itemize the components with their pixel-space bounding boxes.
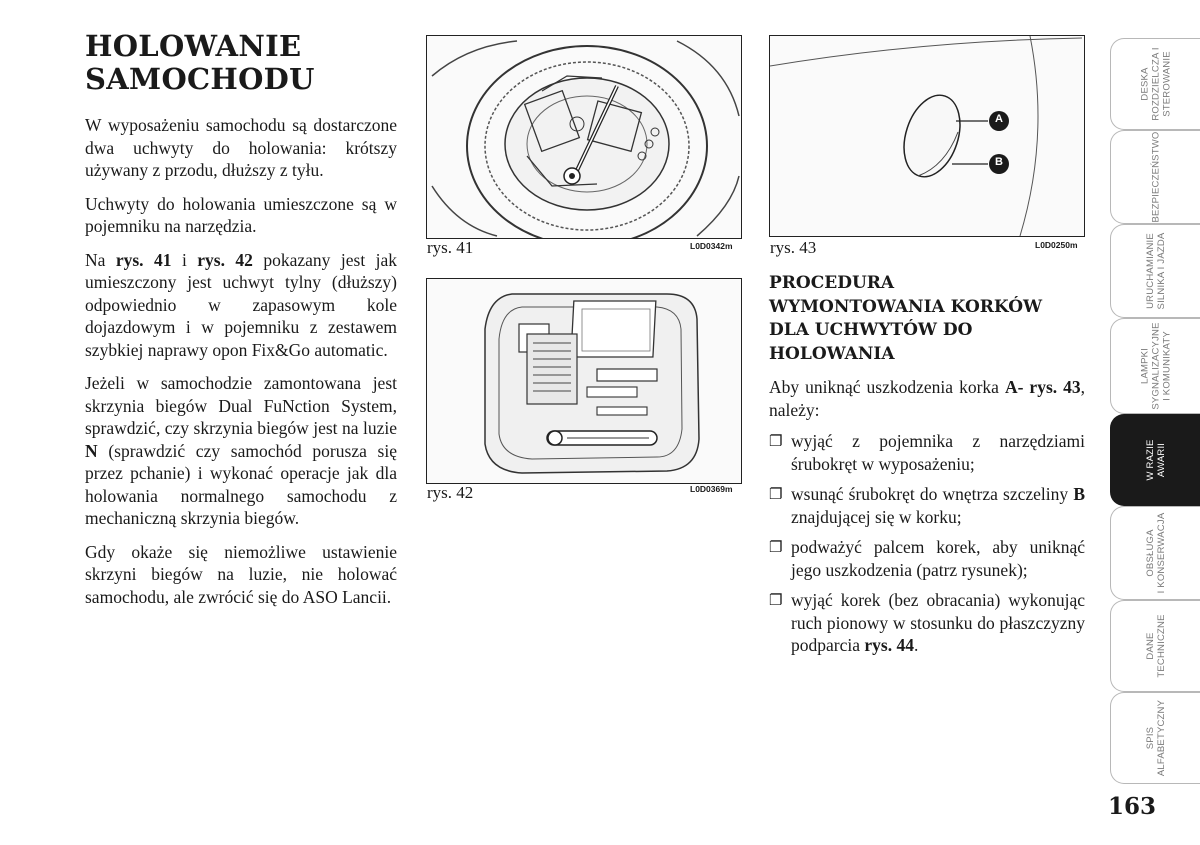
tab-deska-rozdzielcza[interactable] [1110,38,1200,130]
procedure-title-line-3: DLA UCHWYTÓW DO [769,320,973,340]
checkbox-square-icon: ❐ [769,432,783,450]
procedure-intro [769,376,1085,421]
page-title-line-2: SAMOCHODU [85,62,315,96]
tab-label: OBSŁUGA I KONSERWACJA [1144,512,1167,594]
procedure-step-4-a: wyjąć korek (bez obracania) wykonując ruch pionowy w stosunku do płaszczyzny podparcia [791,590,1085,655]
spare-wheel-illustration [427,36,741,238]
tab-label: W RAZIE AWARII [1144,439,1167,481]
procedure-title-line-2: WYMONTOWANIA KORKÓW [769,296,1043,317]
tab-label: DANE TECHNICZNE [1144,614,1167,678]
tab-dane-techniczne[interactable] [1110,600,1200,692]
paragraph-1: W wyposażeniu samochodu są dostarczone dwa uchwyty do holowania: krótszy używany z przodu, dłuższy z tyłu. [85,115,397,180]
procedure-step-3 [769,536,1085,581]
figure-42-caption: rys. 42 [427,483,474,502]
tow-hook-cap-illustration [770,36,1084,236]
fig-ref-43: rys. 43 [1029,377,1081,397]
tab-label: DESKA ROZDZIELCZA I STEROWANIE [1139,47,1172,121]
procedure-title-line-1: PROCEDURA [769,273,895,293]
paragraph-3-text-a: Na [85,249,116,270]
tab-obsluga[interactable] [1110,506,1200,600]
left-column [85,30,397,619]
fig-ref-44: rys. 44 [864,635,914,655]
fig-ref-41: rys. 41 [115,249,172,270]
procedure-step-1-text: wyjąć z pojemnika z narzędziami śrubokręt w wyposażeniu; [791,431,1085,474]
procedure-step-2-a: wsunąć śrubokręt do wnętrza szczeliny [791,484,1074,504]
figure-41-spare-wheel [426,35,742,239]
cap-a-ref: A- [1004,377,1024,397]
paragraph-3 [85,249,397,362]
tab-uruchamianie[interactable] [1110,224,1200,318]
paragraph-4-text-a: Jeżeli w samochodzie zamontowana jest skrzynia biegów Dual FuNction System, sprawdzić, czy skrzynia biegów jest na luzie [85,373,397,438]
procedure-section [769,272,1085,665]
paragraph-5: Gdy okaże się niemożliwe ustawienie skrzyni biegów na luzie, nie holować samochodu, ale zwrócić się do ASO Lancii. [85,541,397,607]
tab-w-razie-awarii[interactable] [1110,414,1200,506]
paragraph-3-text-e: pokazany jest jak umieszczony jest uchwyt tylny (dłuższy) odpowiednio w zapasowym kole dojazdowym i w pojemniku z zestawem szybkiej naprawy opon Fix&Go automatic. [85,249,398,360]
checkbox-square-icon: ❐ [769,538,783,556]
paragraph-3-text-c: i [171,249,198,270]
procedure-step-2 [769,483,1085,528]
figure-43-tow-hook-cap [769,35,1085,237]
tab-bezpieczenstwo[interactable] [1110,130,1200,224]
fig-ref-42: rys. 42 [197,249,253,270]
checkbox-square-icon: ❐ [769,485,783,503]
figure-42-tool-container [426,278,742,484]
tab-label: LAMPKI SYGNALIZACYJNE I KOMUNIKATY [1139,322,1172,410]
procedure-step-4 [769,589,1085,657]
procedure-step-2-text [791,483,1085,528]
figure-43-caption: rys. 43 [770,238,817,257]
figure-43-code: L0D0250m [1035,240,1078,250]
checkbox-square-icon: ❐ [769,591,783,609]
procedure-step-2-c: znajdującej się w korku; [791,506,962,527]
gear-neutral-n: N [85,440,98,461]
page-title [85,30,397,96]
paragraph-4-text-c: (sprawdzić czy samochód porusza się przez pchanie) i wykonać operacje jak dla holowania normalnego samochodu z mechaniczną skrzynia biegów. [85,440,397,528]
tab-label: URUCHAMIANIE SILNIKA I JAZDA [1144,232,1167,310]
tab-label: BEZPIECZEŃSTWO [1150,131,1161,223]
procedure-step-4-c: . [913,635,919,655]
procedure-intro-d: , należy: [769,377,1086,420]
callout-a-label: A [995,113,1003,125]
paragraph-2: Uchwyty do holowania umieszczone są w pojemniku na narzędzia. [85,193,397,236]
tab-label: SPIS ALFABETYCZNY [1144,699,1167,777]
procedure-title-line-4: HOLOWANIA [769,343,895,364]
procedure-step-4-text [791,589,1085,657]
paragraph-4 [85,372,397,530]
tool-container-illustration [427,279,741,483]
tab-spis-alfabetyczny[interactable] [1110,692,1200,784]
figure-42-code: L0D0369m [690,484,733,494]
slot-b-ref: B [1073,484,1085,504]
page-title-line-1: HOLOWANIE [85,29,302,63]
procedure-title [769,272,1085,366]
procedure-step-1 [769,430,1085,475]
procedure-intro-a: Aby uniknąć uszkodzenia korka [769,377,1005,397]
callout-b-label: B [995,156,1003,168]
page-number: 163 [1108,793,1157,820]
procedure-step-3-text: podważyć palcem korek, aby uniknąć jego uszkodzenia (patrz rysunek); [791,537,1085,580]
figure-41-caption: rys. 41 [427,238,474,257]
figure-41-code: L0D0342m [690,241,733,251]
tab-lampki[interactable] [1110,318,1200,414]
